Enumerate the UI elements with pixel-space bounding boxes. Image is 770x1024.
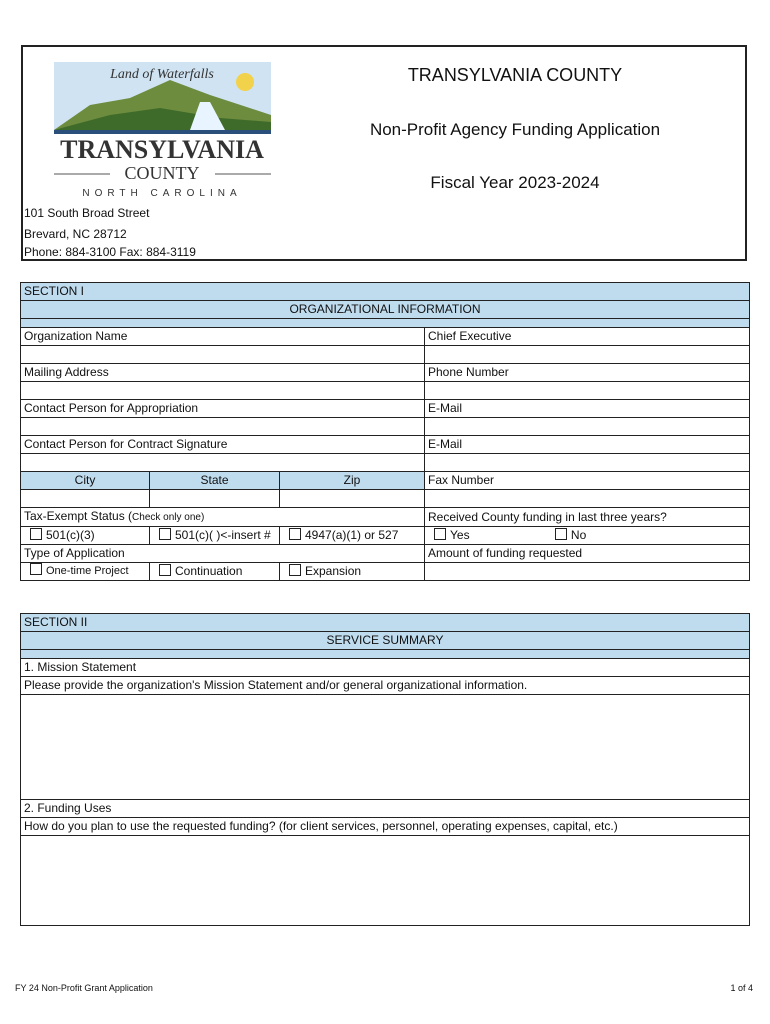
- section1-label: SECTION I: [21, 283, 750, 301]
- footer-left: FY 24 Non-Profit Grant Application: [15, 983, 153, 993]
- org-name-label: Organization Name: [21, 328, 425, 346]
- city-field[interactable]: [21, 490, 150, 508]
- fax-field[interactable]: [425, 490, 750, 508]
- checkbox[interactable]: [289, 528, 301, 540]
- section2-label: SECTION II: [21, 614, 750, 632]
- checkbox[interactable]: [159, 528, 171, 540]
- opt-4947[interactable]: 4947(a)(1) or 527: [280, 527, 425, 545]
- logo-county: COUNTY: [124, 163, 200, 183]
- contact-contract-label: Contact Person for Contract Signature: [21, 436, 425, 454]
- chief-exec-label: Chief Executive: [425, 328, 750, 346]
- section1-heading: ORGANIZATIONAL INFORMATION: [21, 301, 750, 319]
- county-logo: [50, 60, 275, 200]
- funding-title: 2. Funding Uses: [21, 800, 750, 818]
- county-title: TRANSYLVANIA COUNTY: [407, 65, 623, 85]
- form-title: Non-Profit Agency Funding Application: [369, 120, 661, 139]
- email2-label: E-Mail: [425, 436, 750, 454]
- phone-field[interactable]: [425, 382, 750, 400]
- state-label: State: [150, 472, 280, 490]
- funding-prompt: How do you plan to use the requested funding? (for client services, personnel, operating expenses, capital, etc.): [21, 818, 750, 836]
- tax-status-label: Tax-Exempt Status (Check only one): [21, 508, 425, 527]
- mailing-label: Mailing Address: [21, 364, 425, 382]
- phone-fax: Phone: 884-3100 Fax: 884-3119: [24, 245, 196, 259]
- checkbox[interactable]: [289, 564, 301, 576]
- email1-label: E-Mail: [425, 400, 750, 418]
- org-name-field[interactable]: [21, 346, 425, 364]
- yes-checkbox[interactable]: [434, 528, 446, 540]
- checkbox[interactable]: [30, 528, 42, 540]
- zip-field[interactable]: [280, 490, 425, 508]
- mission-answer-area[interactable]: [21, 695, 750, 800]
- opt-onetime[interactable]: One-time Project: [21, 563, 150, 581]
- mission-title: 1. Mission Statement: [21, 659, 750, 677]
- phone-label: Phone Number: [425, 364, 750, 382]
- zip-label: Zip: [280, 472, 425, 490]
- fiscal-year: Fiscal Year 2023-2024: [430, 173, 600, 192]
- address-line1: 101 South Broad Street: [24, 206, 150, 220]
- logo-state: NORTH CAROLINA: [82, 188, 242, 199]
- city-label: City: [21, 472, 150, 490]
- logo-tagline: Land of Waterfalls: [110, 67, 214, 82]
- state-field[interactable]: [150, 490, 280, 508]
- section2-heading: SERVICE SUMMARY: [21, 632, 750, 650]
- opt-501c3[interactable]: 501(c)(3): [21, 527, 150, 545]
- amount-field[interactable]: [425, 563, 750, 581]
- checkbox[interactable]: [30, 563, 42, 575]
- opt-yes-no[interactable]: Yes No: [425, 527, 750, 545]
- contact-approp-label: Contact Person for Appropriation: [21, 400, 425, 418]
- type-app-label: Type of Application: [21, 545, 425, 563]
- address-line2: Brevard, NC 28712: [24, 227, 127, 241]
- page-number: 1 of 4: [730, 983, 753, 993]
- contact-contract-field[interactable]: [21, 454, 425, 472]
- opt-expansion[interactable]: Expansion: [280, 563, 425, 581]
- mission-prompt: Please provide the organization's Mission Statement and/or general organizational information.: [21, 677, 750, 695]
- no-checkbox[interactable]: [555, 528, 567, 540]
- opt-continuation[interactable]: Continuation: [150, 563, 280, 581]
- amount-label: Amount of funding requested: [425, 545, 750, 563]
- received-label: Received County funding in last three years?: [425, 508, 750, 527]
- section2-table: [20, 613, 750, 926]
- checkbox[interactable]: [159, 564, 171, 576]
- mailing-field[interactable]: [21, 382, 425, 400]
- email2-field[interactable]: [425, 454, 750, 472]
- section1-table: [20, 282, 750, 581]
- fax-label: Fax Number: [425, 472, 750, 490]
- funding-answer-area[interactable]: [21, 836, 750, 926]
- contact-approp-field[interactable]: [21, 418, 425, 436]
- logo-name: TRANSYLVANIA: [60, 135, 264, 164]
- opt-501c[interactable]: 501(c)( )<-insert #: [150, 527, 280, 545]
- chief-exec-field[interactable]: [425, 346, 750, 364]
- email1-field[interactable]: [425, 418, 750, 436]
